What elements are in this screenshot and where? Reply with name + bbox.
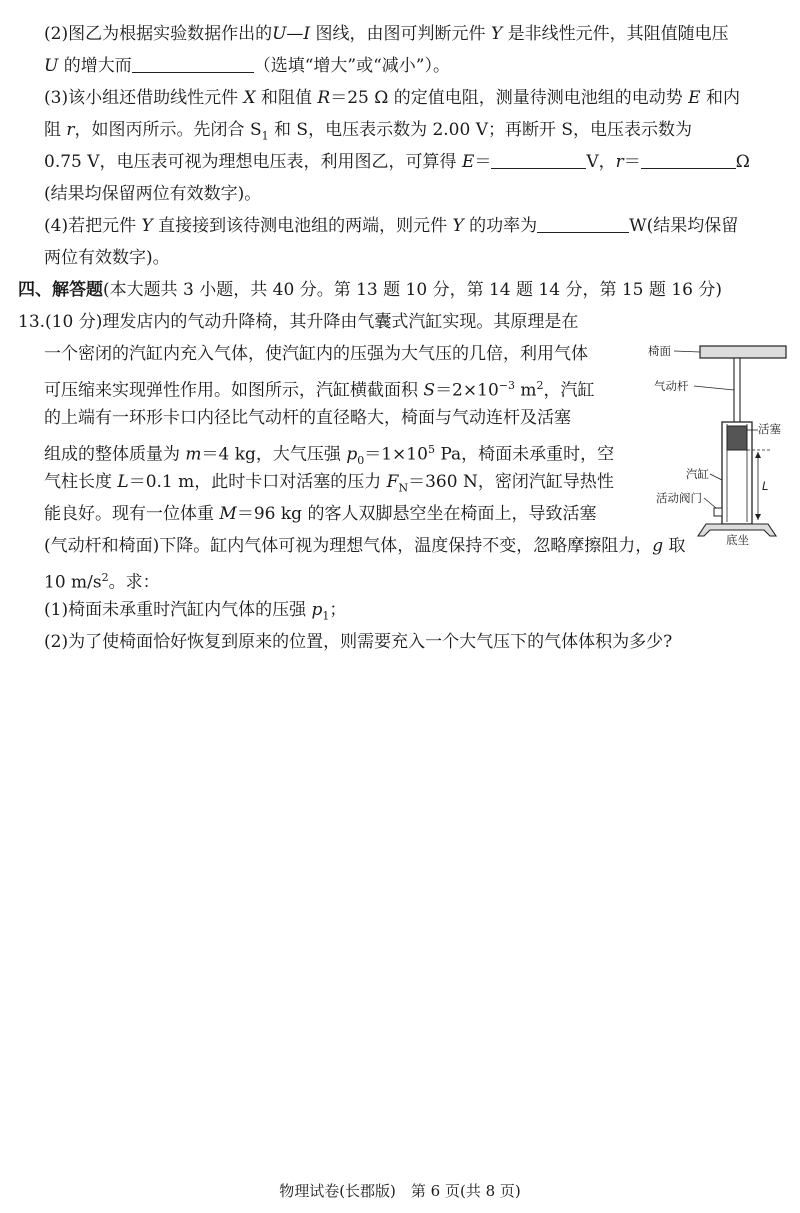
text: 和阻值 bbox=[255, 88, 318, 108]
var-l: L bbox=[117, 472, 129, 492]
gas-rod bbox=[734, 358, 740, 426]
text: (2)为了使椅面恰好恢复到原来的位置，则需要充入一个大气压下的气体体积为多少? bbox=[44, 632, 673, 652]
text: ＝2×10 bbox=[435, 380, 499, 401]
label-cylinder: 汽缸 bbox=[686, 467, 709, 481]
section-heading bbox=[18, 278, 722, 302]
q13-sub-1 bbox=[44, 598, 346, 628]
answer-blank-r[interactable] bbox=[641, 150, 736, 169]
text: ＝360 N，密闭汽缸导热性 bbox=[408, 472, 614, 492]
text: ＝96 kg 的客人双脚悬空坐在椅面上，导致活塞 bbox=[236, 504, 597, 524]
leader-line bbox=[674, 351, 700, 352]
text: ＝25 Ω 的定值电阻，测量待测电池组的电动势 bbox=[330, 88, 689, 108]
text: 组成的整体质量为 bbox=[44, 444, 186, 465]
q13-line-2 bbox=[44, 342, 588, 366]
q2-line-1 bbox=[44, 22, 729, 46]
text: W(结果均保留 bbox=[629, 216, 739, 236]
leader-line bbox=[694, 386, 734, 390]
text: m bbox=[514, 380, 537, 401]
q3-line-2 bbox=[44, 118, 692, 148]
text: 阻 bbox=[44, 120, 67, 140]
answer-blank-q2[interactable] bbox=[132, 54, 254, 73]
chair-diagram bbox=[646, 338, 796, 546]
q4-line-1 bbox=[44, 214, 738, 238]
superscript: −3 bbox=[498, 379, 515, 392]
q3-line-4 bbox=[44, 182, 261, 206]
label-piston: 活塞 bbox=[758, 422, 781, 436]
text: ＝ bbox=[474, 152, 492, 172]
answer-blank-power[interactable] bbox=[537, 214, 629, 233]
subscript: N bbox=[398, 481, 409, 495]
text: ，如图丙所示。先闭合 S bbox=[74, 120, 262, 140]
subscript: 1 bbox=[261, 129, 269, 143]
var-p: p bbox=[346, 444, 358, 465]
text: ＝4 kg，大气压强 bbox=[201, 444, 347, 465]
text: 能良好。现有一位体重 bbox=[44, 504, 220, 524]
label-l: L bbox=[762, 479, 769, 493]
text: 0.75 V，电压表可视为理想电压表，利用图乙，可算得 bbox=[44, 152, 462, 172]
q2-line-2 bbox=[44, 54, 450, 78]
superscript: 2 bbox=[536, 379, 544, 392]
var-e: E bbox=[688, 88, 701, 108]
piston bbox=[727, 426, 747, 450]
q13-sub-2 bbox=[44, 630, 672, 654]
label-valve: 活动阀门 bbox=[656, 491, 702, 505]
text: (2)图乙为根据实验数据作出的 bbox=[44, 24, 273, 44]
text: 13.(10 分)理发店内的气动升降椅，其升降由气囊式汽缸实现。其原理是在 bbox=[18, 312, 579, 332]
var-i: I bbox=[303, 24, 311, 44]
text: Pa，椅面未承重时，空 bbox=[434, 444, 615, 465]
chair-figure bbox=[646, 338, 796, 546]
arrow-down-icon bbox=[755, 514, 761, 520]
var-p: p bbox=[311, 600, 323, 620]
superscript: 5 bbox=[427, 443, 435, 456]
text: ＝0.1 m，此时卡口对活塞的压力 bbox=[128, 472, 387, 492]
text: ； bbox=[329, 600, 347, 620]
text: (结果均保留两位有效数字)。 bbox=[44, 184, 262, 204]
var-x: X bbox=[243, 88, 256, 108]
q13-line-6 bbox=[44, 470, 614, 500]
text: 的功率为 bbox=[463, 216, 538, 236]
var-g: g bbox=[652, 536, 664, 556]
q13-line-1 bbox=[18, 310, 578, 334]
text: ＝ bbox=[623, 152, 641, 172]
var-e: E bbox=[461, 152, 475, 172]
text: (气动杆和椅面)下降。缸内气体可视为理想气体，温度保持不变，忽略摩擦阻力， bbox=[44, 536, 653, 556]
q13-line-9 bbox=[44, 566, 160, 595]
var-r: r bbox=[66, 120, 75, 140]
label-base: 底坐 bbox=[726, 533, 749, 546]
text: 是非线性元件，其阻值随电压 bbox=[502, 24, 729, 44]
text: ，汽缸 bbox=[543, 380, 595, 401]
q13-line-4 bbox=[44, 406, 571, 430]
text: (1)椅面未承重时汽缸内气体的压强 bbox=[44, 600, 312, 620]
valve bbox=[714, 508, 722, 516]
text: 。求： bbox=[108, 572, 160, 593]
seat-plate bbox=[700, 346, 786, 358]
text: (3)该小组还借助线性元件 bbox=[44, 88, 244, 108]
var-r: R bbox=[317, 88, 331, 108]
q4-line-2 bbox=[44, 246, 170, 270]
superscript: 2 bbox=[101, 571, 109, 584]
label-seat: 椅面 bbox=[648, 344, 671, 358]
text: 10 m/s bbox=[44, 572, 102, 593]
text: ＝1×10 bbox=[364, 444, 428, 465]
text: 和 S，电压表示数为 2.00 V；再断开 S，电压表示数为 bbox=[268, 120, 693, 140]
text: (4)若把元件 bbox=[44, 216, 142, 236]
q13-line-3 bbox=[44, 374, 595, 403]
var-u: U bbox=[44, 56, 59, 76]
label-rod: 气动杆 bbox=[654, 379, 689, 393]
text: 和内 bbox=[700, 88, 740, 108]
dash: — bbox=[286, 24, 304, 44]
text: 图线，由图可判断元件 bbox=[310, 24, 491, 44]
text: 两位有效数字)。 bbox=[44, 248, 170, 268]
q13-line-7 bbox=[44, 502, 596, 526]
text: 一个密闭的汽缸内充入气体，使汽缸内的压强为大气压的几倍，利用气体 bbox=[44, 344, 588, 364]
var-s: S bbox=[423, 380, 436, 401]
text: Ω bbox=[735, 152, 750, 172]
q13-line-5 bbox=[44, 438, 614, 473]
q13-line-8 bbox=[44, 534, 686, 558]
subscript: 1 bbox=[322, 609, 330, 623]
section-title: 四、解答题 bbox=[18, 280, 103, 300]
text: 取 bbox=[663, 536, 686, 556]
q3-line-1 bbox=[44, 86, 740, 110]
var-m: m bbox=[185, 444, 202, 465]
text: 的增大而 bbox=[58, 56, 132, 76]
var-r: r bbox=[615, 152, 624, 172]
var-f: F bbox=[386, 472, 399, 492]
var-y: Y bbox=[490, 24, 503, 44]
text: V， bbox=[586, 152, 616, 172]
text: 直接接到该待测电池组的两端，则元件 bbox=[152, 216, 453, 236]
q3-line-3 bbox=[44, 150, 750, 174]
text: 可压缩来实现弹性作用。如图所示，汽缸横截面积 bbox=[44, 380, 424, 401]
var-m-big: M bbox=[219, 504, 237, 524]
subscript: 0 bbox=[357, 454, 365, 468]
text: 气柱长度 bbox=[44, 472, 118, 492]
text: （选填“增大”或“减小”）。 bbox=[253, 56, 450, 76]
page-footer: 物理试卷(长郡版) 第 6 页(共 8 页) bbox=[279, 1182, 521, 1200]
var-y: Y bbox=[452, 216, 464, 236]
leader-line bbox=[704, 498, 716, 508]
arrow-up-icon bbox=[755, 452, 761, 458]
var-y: Y bbox=[141, 216, 153, 236]
answer-blank-e[interactable] bbox=[491, 150, 586, 169]
leader-line bbox=[710, 474, 722, 480]
var-u: U bbox=[272, 24, 287, 44]
section-desc: (本大题共 3 小题，共 40 分。第 13 题 10 分，第 14 题 14 分，第 15 题 16 分) bbox=[103, 280, 722, 300]
text: 的上端有一环形卡口内径比气动杆的直径略大，椅面与气动连杆及活塞 bbox=[44, 408, 571, 428]
